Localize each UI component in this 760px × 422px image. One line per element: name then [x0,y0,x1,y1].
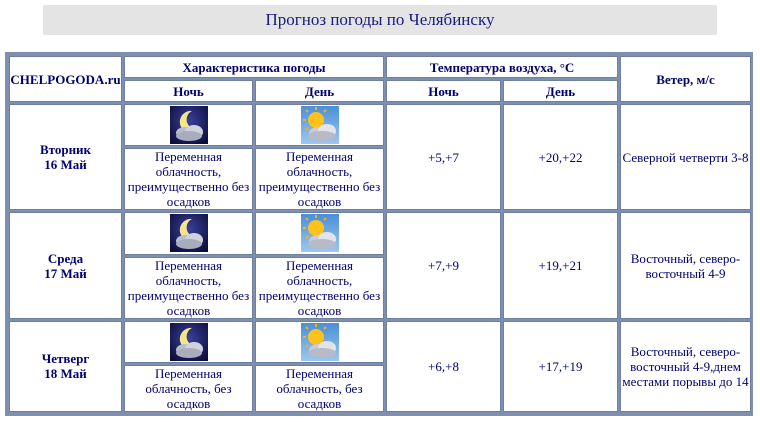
night-icon-cell [124,212,253,254]
table-row [9,104,751,146]
temp-night: +6,+8 [386,321,501,412]
wind-value: Восточный, северо-восточный 4-9,днем местами порывы до 14 [620,321,751,412]
page-title: Прогноз погоды по Челябинску [43,5,717,35]
sun-cloud-icon [301,214,339,252]
day-date: 17 Май [44,265,87,281]
wind-value: Северной четверти 3-8 [620,104,751,210]
day-cell [9,321,122,412]
temp-night: +7,+9 [386,212,501,318]
weather-group-header: Характеристика погоды [124,56,384,78]
sun-cloud-icon [301,106,339,144]
sun-cloud-icon [301,323,339,361]
weather-night-header: Ночь [124,80,253,102]
temp-day: +19,+21 [503,212,618,318]
day-cell [9,212,122,318]
wind-header: Ветер, м/с [620,56,751,102]
day-name: Среда [47,250,84,266]
night-description: Переменная облачность, без осадков [124,365,253,412]
temp-night-header: Ночь [386,80,501,102]
moon-cloud-icon [170,106,208,144]
night-icon-cell [124,321,253,363]
temp-day: +20,+22 [503,104,618,210]
weather-day-header: День [255,80,384,102]
temp-group-header: Температура воздуха, °С [386,56,618,78]
night-icon-cell [124,104,253,146]
temp-night: +5,+7 [386,104,501,210]
day-description: Переменная облачность, преимущественно без осадков [255,148,384,210]
night-description: Переменная облачность, преимущественно без осадков [124,148,253,210]
temp-day-header: День [503,80,618,102]
day-icon-cell [255,104,384,146]
forecast-table [7,54,753,414]
forecast-frame [5,52,753,416]
day-cell [9,104,122,210]
day-description: Переменная облачность, преимущественно без осадков [255,257,384,319]
day-name: Вторник [39,142,92,158]
day-date: 18 Май [44,366,87,382]
moon-cloud-icon [170,214,208,252]
table-row [9,321,751,363]
site-name: CHELPOGODA.ru [9,56,122,102]
day-icon-cell [255,212,384,254]
day-date: 16 Май [44,157,87,173]
day-icon-cell [255,321,384,363]
temp-day: +17,+19 [503,321,618,412]
moon-cloud-icon [170,323,208,361]
night-description: Переменная облачность, преимущественно без осадков [124,257,253,319]
wind-value: Восточный, северо-восточный 4-9 [620,212,751,318]
day-description: Переменная облачность, без осадков [255,365,384,412]
table-row [9,212,751,254]
day-name: Четверг [41,351,90,367]
